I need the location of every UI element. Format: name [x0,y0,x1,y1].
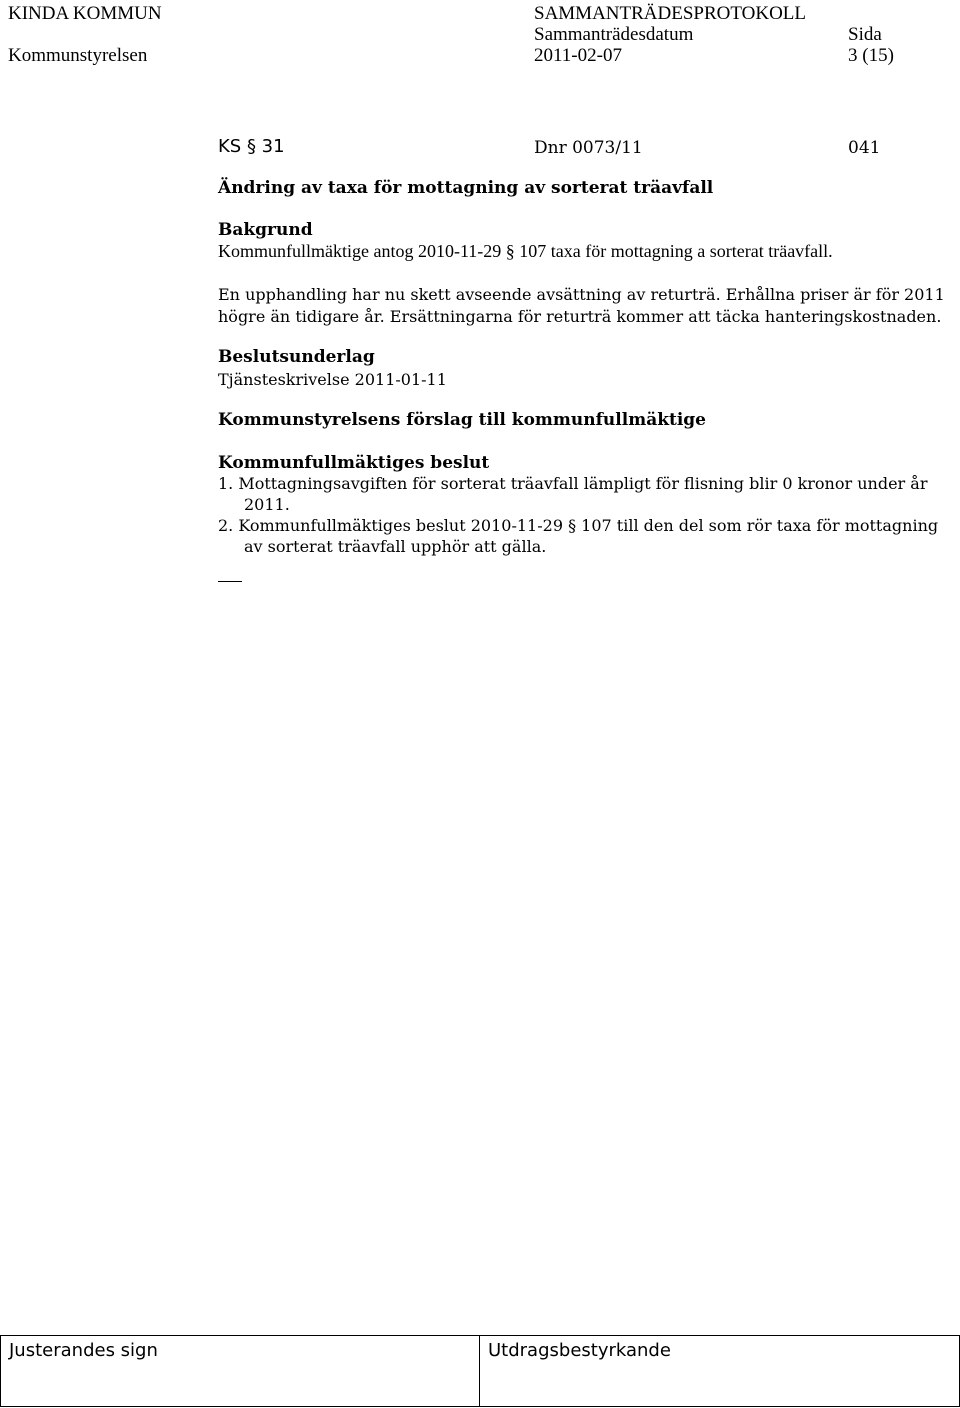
background-line-1: Kommunfullmäktige antog 2010-11-29 § 107 taxa för mottagning a sorterat träavfall. [218,241,833,261]
background-heading: Bakgrund [218,220,313,240]
meeting-date-label: Sammanträdesdatum [534,24,694,45]
decision-heading: Kommunfullmäktiges beslut [218,453,490,473]
page-label: Sida [848,24,882,45]
background-line-3: högre än tidigare år. Ersättningarna för returträ kommer att täcka hanteringskostnaden. [218,307,942,326]
basis-text: Tjänsteskrivelse 2011-01-11 [218,370,447,389]
document-type: SAMMANTRÄDESPROTOKOLL [534,3,807,24]
case-dnr: Dnr 0073/11 [534,138,643,158]
decision-item-2-line-1: 2. Kommunfullmäktiges beslut 2010-11-29 § 107 till den del som rör taxa för mottagning [218,516,939,535]
background-line-2: En upphandling har nu skett avseende avsättning av returträ. Erhållna priser är för 2011 [218,285,945,304]
basis-heading: Beslutsunderlag [218,347,375,367]
proposal-heading: Kommunstyrelsens förslag till kommunfullmäktige [218,410,707,430]
signature-label: Justerandes sign [9,1340,158,1361]
decision-item-1-line-1: 1. Mottagningsavgiften för sorterat träavfall lämpligt för flisning blir 0 kronor under år [218,474,928,493]
case-id: KS § 31 [218,136,285,157]
end-divider [218,581,242,582]
signature-cell [1,1336,480,1406]
decision-item-2-line-2: av sorterat träavfall upphör att gälla. [244,537,547,556]
signature-footer [0,1335,960,1407]
case-code: 041 [848,138,881,158]
certification-label: Utdragsbestyrkande [488,1340,671,1361]
org-name: KINDA KOMMUN [8,3,162,24]
case-title: Ändring av taxa för mottagning av sorterat träavfall [218,178,714,198]
meeting-date: 2011-02-07 [534,45,622,66]
page-number: 3 (15) [848,45,894,66]
committee-name: Kommunstyrelsen [8,45,148,66]
decision-item-1-line-2: 2011. [244,495,290,514]
certification-cell [480,1336,959,1406]
